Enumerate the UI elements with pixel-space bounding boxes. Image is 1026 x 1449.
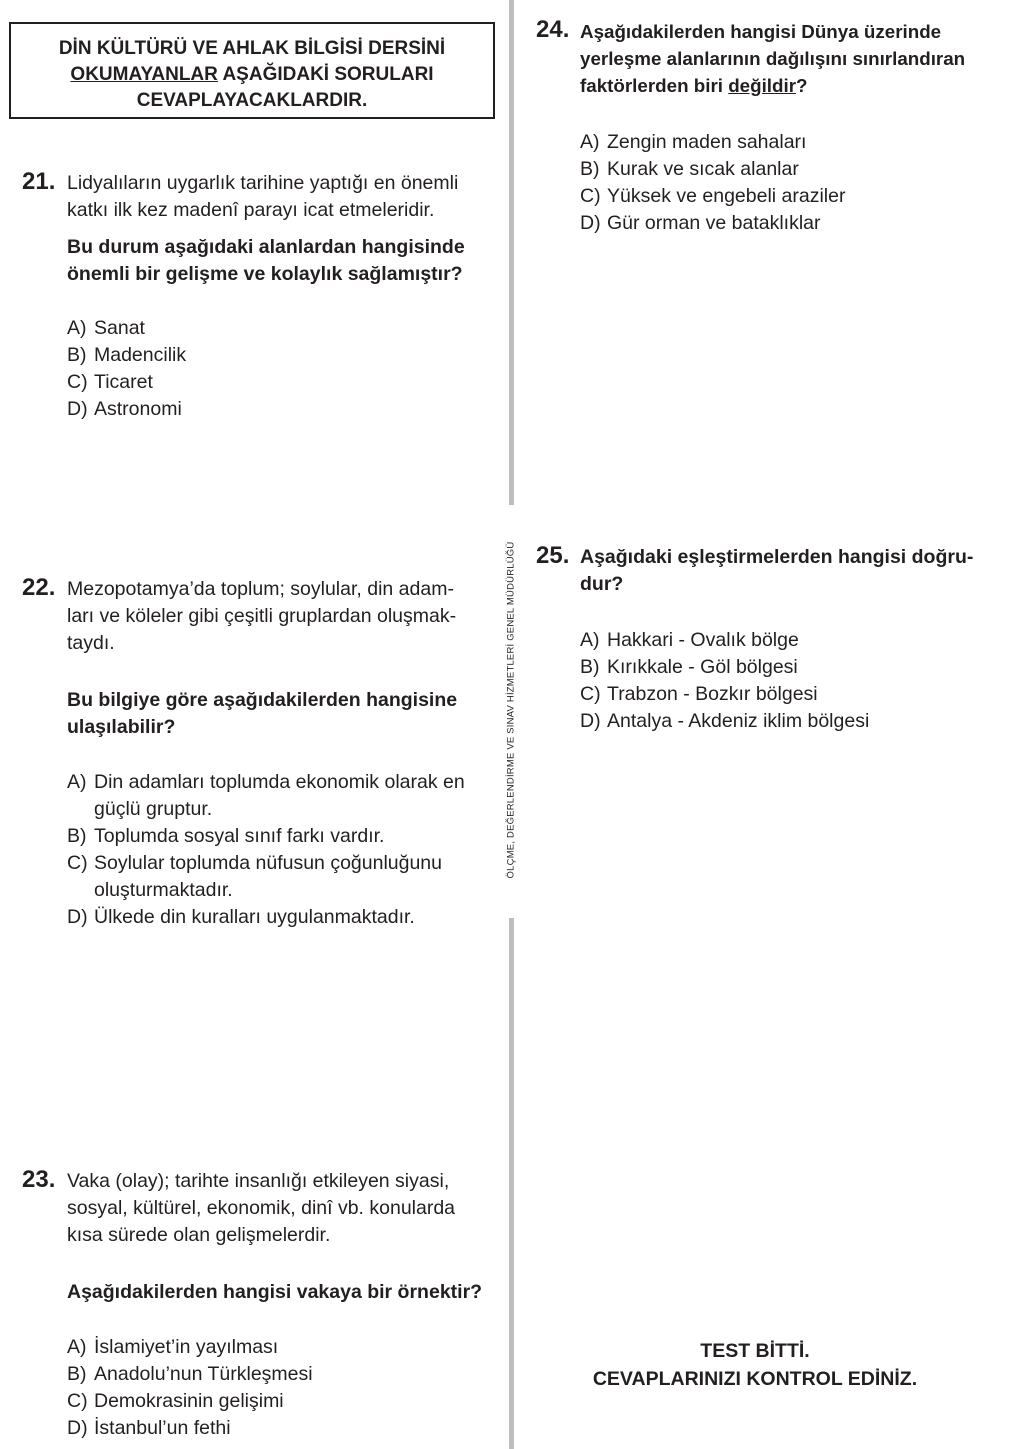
option-letter: D)	[67, 398, 88, 420]
option-text: Sanat	[94, 317, 145, 339]
option-b[interactable]	[580, 654, 1021, 681]
question-stem: Vaka (olay); tarihte insanlığı etkileyen siyasi, sosyal, kültürel, ekonomik, dinî vb. konularda kısa sürede olan gelişmelerdir.	[67, 1170, 456, 1246]
option-letter: B)	[67, 825, 87, 847]
question-stem: Lidyalıların uygarlık tarihine yaptığı en önemli katkı ilk kez madenî parayı icat etmeleridir.	[67, 172, 459, 221]
option-text: Soylular toplumda nüfusun çoğunluğunu oluşturmaktadır.	[94, 852, 443, 901]
column-divider-top	[509, 0, 514, 505]
end-note	[560, 1337, 950, 1393]
prompt-underlined-word: değildir	[728, 75, 797, 96]
option-letter: A)	[67, 317, 87, 339]
option-letter: A)	[580, 629, 600, 651]
question-25	[536, 544, 1021, 735]
option-letter: D)	[580, 710, 601, 732]
option-text: Astronomi	[94, 398, 182, 420]
option-a[interactable]	[67, 315, 502, 342]
option-list	[580, 129, 1021, 237]
option-letter: C)	[580, 185, 601, 207]
option-letter: A)	[67, 1336, 87, 1358]
option-letter: C)	[67, 371, 88, 393]
end-note-line-2: CEVAPLARINIZI KONTROL EDİNİZ.	[592, 1368, 918, 1390]
question-number: 24.	[536, 16, 570, 43]
notice-line-2-rest: AŞAĞIDAKİ SORULARI	[217, 64, 434, 85]
option-text: Ticaret	[94, 371, 153, 393]
option-letter: B)	[580, 158, 600, 180]
notice-line-3: CEVAPLAYACAKLARDIR.	[136, 90, 368, 111]
question-22	[22, 576, 502, 931]
notice-line-1: DİN KÜLTÜRÜ VE AHLAK BİLGİSİ DERSİNİ	[58, 38, 446, 59]
option-b[interactable]	[67, 342, 502, 369]
option-d[interactable]	[580, 708, 1021, 735]
option-d[interactable]	[67, 904, 502, 931]
prompt-text: Aşağıdakilerden hangisi Dünya üzerinde yerleşme alanlarının dağılışını sınırlandıran faktörlerden biri	[580, 21, 966, 96]
option-b[interactable]	[580, 156, 1021, 183]
option-text: Demokrasinin gelişimi	[94, 1390, 284, 1412]
option-letter: B)	[67, 344, 87, 366]
option-text: Yüksek ve engebeli araziler	[607, 185, 846, 207]
option-text: Gür orman ve bataklıklar	[607, 212, 821, 234]
option-list	[67, 315, 502, 423]
option-text: Madencilik	[94, 344, 187, 366]
option-letter: D)	[580, 212, 601, 234]
option-a[interactable]	[580, 627, 1021, 654]
option-text: Ülkede din kuralları uygulanmaktadır.	[94, 906, 415, 928]
question-prompt	[580, 18, 1021, 99]
question-23	[22, 1168, 506, 1442]
prompt-end: ?	[796, 75, 808, 96]
option-letter: A)	[580, 131, 600, 153]
option-list	[67, 769, 502, 931]
option-letter: D)	[67, 1417, 88, 1439]
option-c[interactable]	[67, 1388, 506, 1415]
option-text: Antalya - Akdeniz iklim bölgesi	[607, 710, 870, 732]
option-b[interactable]	[67, 823, 502, 850]
option-text: Kırıkkale - Göl bölgesi	[607, 656, 798, 678]
option-d[interactable]	[67, 1415, 506, 1442]
option-list	[67, 1334, 506, 1442]
option-d[interactable]	[580, 210, 1021, 237]
option-letter: C)	[67, 852, 88, 874]
option-letter: B)	[67, 1363, 87, 1385]
option-text: Zengin maden sahaları	[607, 131, 807, 153]
option-b[interactable]	[67, 1361, 506, 1388]
question-21	[22, 170, 502, 423]
option-letter: B)	[580, 656, 600, 678]
option-list	[580, 627, 1021, 735]
question-prompt: Aşağıdakilerden hangisi vakaya bir örnektir?	[67, 1281, 483, 1303]
option-text: Hakkari - Ovalık bölge	[607, 629, 799, 651]
end-note-line-1: TEST BİTTİ.	[700, 1340, 810, 1362]
option-a[interactable]	[580, 129, 1021, 156]
option-text: İslamiyet’in yayılması	[94, 1336, 279, 1358]
question-number: 25.	[536, 542, 570, 569]
question-prompt: Bu bilgiye göre aşağıdakilerden hangisine ulaşılabilir?	[67, 689, 458, 738]
question-number: 21.	[22, 168, 56, 195]
option-letter: C)	[67, 1390, 88, 1412]
option-letter: A)	[67, 771, 87, 793]
option-letter: C)	[580, 683, 601, 705]
option-text: Trabzon - Bozkır bölgesi	[607, 683, 818, 705]
option-text: Anadolu’nun Türkleşmesi	[94, 1363, 313, 1385]
question-prompt: Bu durum aşağıdaki alanlardan hangisinde önemli bir gelişme ve kolaylık sağlamıştır?	[67, 236, 465, 285]
question-number: 22.	[22, 574, 56, 601]
notice-box	[9, 22, 495, 119]
option-letter: D)	[67, 906, 88, 928]
option-a[interactable]	[67, 769, 502, 823]
column-divider-bottom	[509, 918, 514, 1449]
question-number: 23.	[22, 1166, 56, 1193]
option-a[interactable]	[67, 1334, 506, 1361]
option-c[interactable]	[580, 183, 1021, 210]
side-caption-text: ÖLÇME, DEĞERLENDİRME VE SINAV HİZMETLERİ GENEL MÜDÜRLÜĞÜ	[505, 541, 517, 879]
notice-underlined-word: OKUMAYANLAR	[70, 64, 218, 85]
option-c[interactable]	[580, 681, 1021, 708]
notice-line-2	[11, 62, 493, 88]
option-text: İstanbul’un fethi	[94, 1417, 231, 1439]
question-24	[536, 18, 1021, 237]
question-stem: Mezopotamya’da toplum; soylular, din adam- ları ve köleler gibi çeşitli gruplardan oluşmak- taydı.	[67, 578, 457, 654]
option-d[interactable]	[67, 396, 502, 423]
option-text: Din adamları toplumda ekonomik olarak en güçlü gruptur.	[94, 771, 465, 820]
option-text: Toplumda sosyal sınıf farkı vardır.	[94, 825, 385, 847]
option-c[interactable]	[67, 850, 502, 904]
option-c[interactable]	[67, 369, 502, 396]
option-text: Kurak ve sıcak alanlar	[607, 158, 799, 180]
question-prompt: Aşağıdaki eşleştirmelerden hangisi doğru- dur?	[580, 546, 974, 595]
